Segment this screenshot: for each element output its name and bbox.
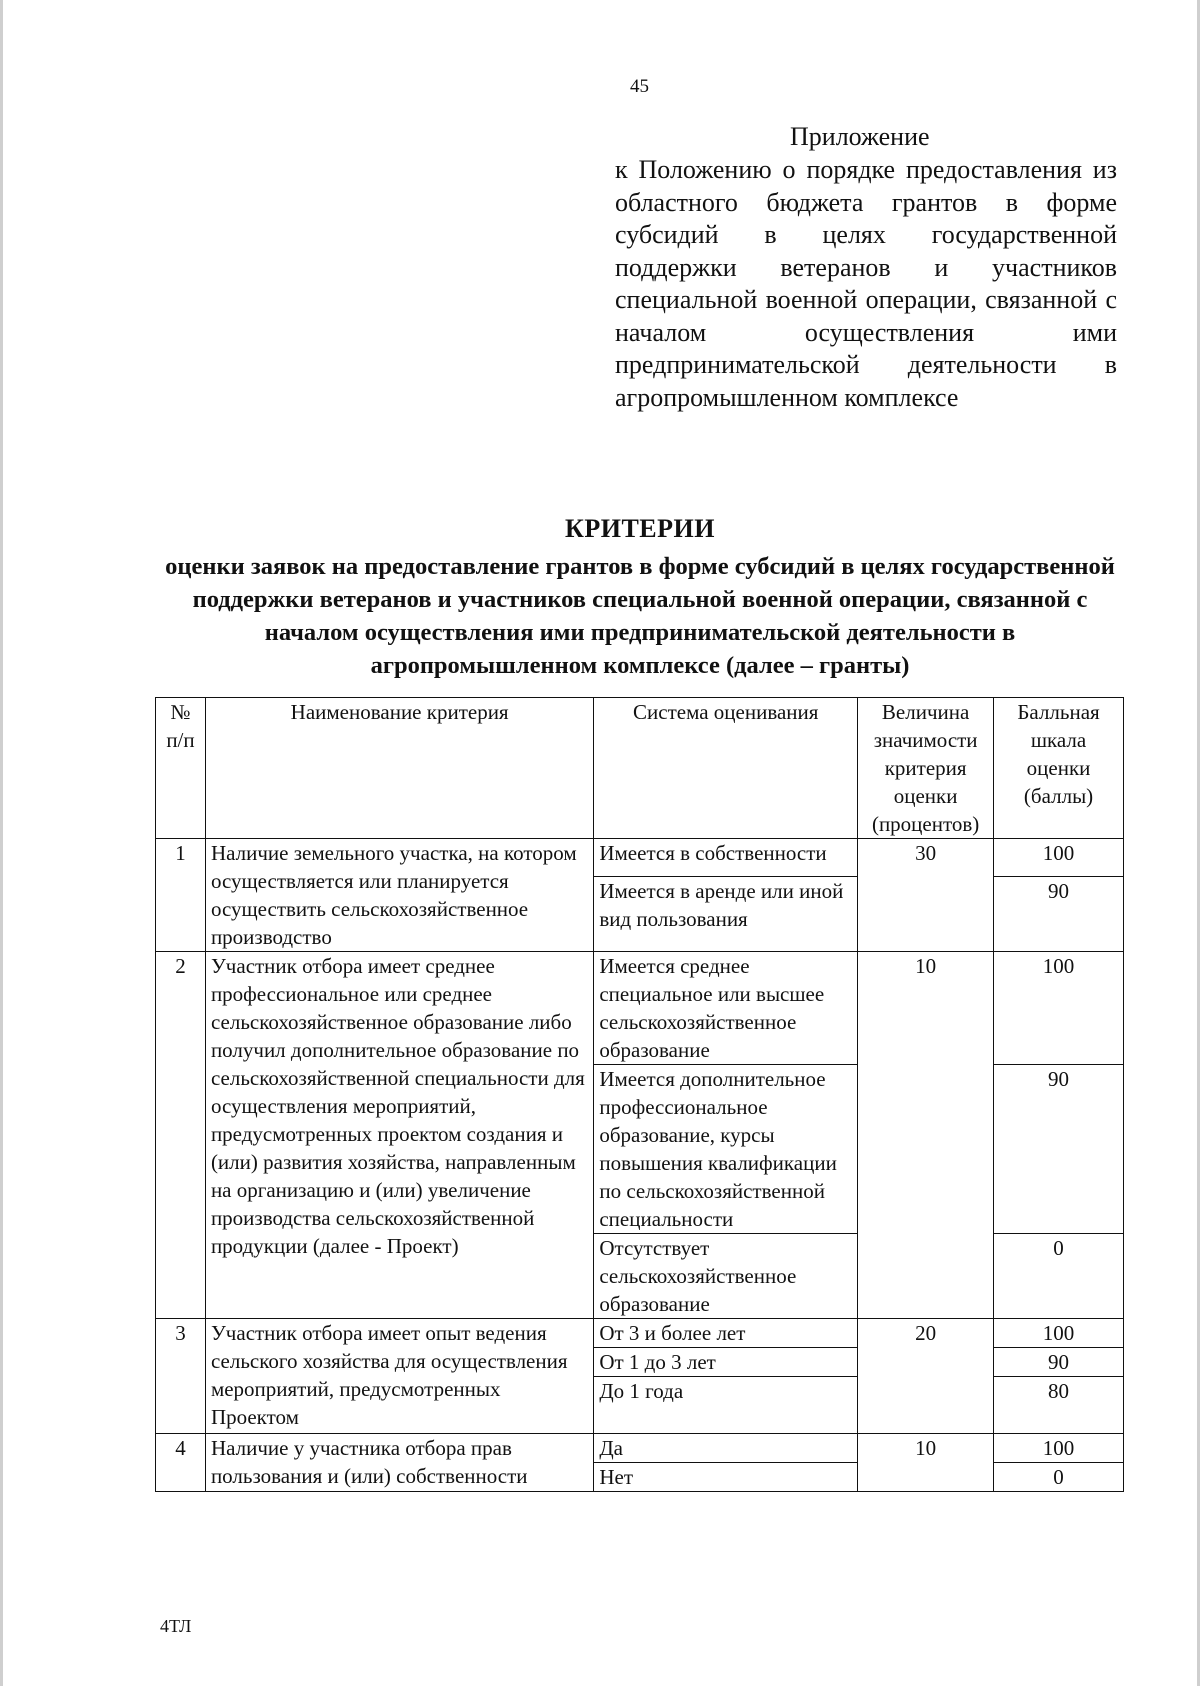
table-row: [156, 1319, 1124, 1348]
option-score: 0: [994, 1234, 1124, 1319]
evaluation-option: От 1 до 3 лет: [594, 1348, 858, 1377]
evaluation-option: До 1 года: [594, 1377, 858, 1434]
criterion-name: Наличие у участника отбора прав пользования и (или) собственности: [205, 1434, 593, 1492]
footer-code: 4ТЛ: [160, 1616, 192, 1636]
option-score: 100: [994, 1319, 1124, 1348]
evaluation-option: Имеется в собственности: [594, 839, 858, 877]
option-score: 90: [994, 1065, 1124, 1234]
option-score: 100: [994, 1434, 1124, 1463]
evaluation-option: Нет: [594, 1463, 858, 1492]
page-number: 45: [630, 76, 649, 97]
criterion-number: 1: [156, 839, 206, 952]
header-score-scale: Балльная шкала оценки (баллы): [994, 698, 1124, 839]
appendix-title: Приложение: [790, 122, 930, 151]
criteria-table: [155, 697, 1124, 1492]
criterion-number: 4: [156, 1434, 206, 1492]
header-criterion-name: Наименование критерия: [205, 698, 593, 839]
table-row: [156, 952, 1124, 1065]
header-weight: Величина значимости критерия оценки (процентов): [858, 698, 994, 839]
option-score: 90: [994, 877, 1124, 952]
table-header-row: [156, 698, 1124, 839]
evaluation-option: Имеется дополнительное профессиональное образование, курсы повышения квалификации по сельскохозяйственной специальности: [594, 1065, 858, 1234]
document-subtitle: оценки заявок на предоставление грантов в форме субсидий в целях государственной поддержки ветеранов и участников специальной военной операции, связанной с началом осуществления ими предпринимательской деятельности в агропромышленном комплексе (далее – гранты): [165, 553, 1115, 679]
evaluation-option: От 3 и более лет: [594, 1319, 858, 1348]
page-left-edge: [0, 0, 3, 1686]
evaluation-option: Имеется среднее специальное или высшее сельскохозяйственное образование: [594, 952, 858, 1065]
criterion-weight: 10: [858, 952, 994, 1319]
criterion-weight: 30: [858, 839, 994, 952]
evaluation-option: Отсутствует сельскохозяйственное образование: [594, 1234, 858, 1319]
document-title: КРИТЕРИИ: [565, 514, 715, 543]
criterion-name: Участник отбора имеет среднее профессиональное или среднее сельскохозяйственное образование либо получил дополнительное образование по сельскохозяйственной специальности для осуществления мероприятий, предусмотренных проектом создания и (или) развития хозяйства, направленным на организацию и (или) увеличение производства сельскохозяйственной продукции (далее - Проект): [205, 952, 593, 1319]
option-score: 0: [994, 1463, 1124, 1492]
evaluation-option: Имеется в аренде или иной вид пользования: [594, 877, 858, 952]
option-score: 100: [994, 839, 1124, 877]
header-number: № п/п: [156, 698, 206, 839]
criterion-number: 3: [156, 1319, 206, 1434]
table-row: [156, 839, 1124, 877]
criterion-name: Наличие земельного участка, на котором осуществляется или планируется осуществить сельскохозяйственное производство: [205, 839, 593, 952]
criterion-weight: 20: [858, 1319, 994, 1434]
appendix-text: к Положению о порядке предоставления из областного бюджета грантов в форме субсидий в целях государственной поддержки ветеранов и участников специальной военной операции, связанной с началом осуществления ими предпринимательской деятельности в агропромышленном комплексе: [615, 155, 1117, 412]
option-score: 90: [994, 1348, 1124, 1377]
table-row: [156, 1434, 1124, 1463]
criterion-name: Участник отбора имеет опыт ведения сельского хозяйства для осуществления мероприятий, предусмотренных Проектом: [205, 1319, 593, 1434]
option-score: 100: [994, 952, 1124, 1065]
criterion-number: 2: [156, 952, 206, 1319]
evaluation-option: Да: [594, 1434, 858, 1463]
criterion-weight: 10: [858, 1434, 994, 1492]
header-evaluation-system: Система оценивания: [594, 698, 858, 839]
option-score: 80: [994, 1377, 1124, 1434]
